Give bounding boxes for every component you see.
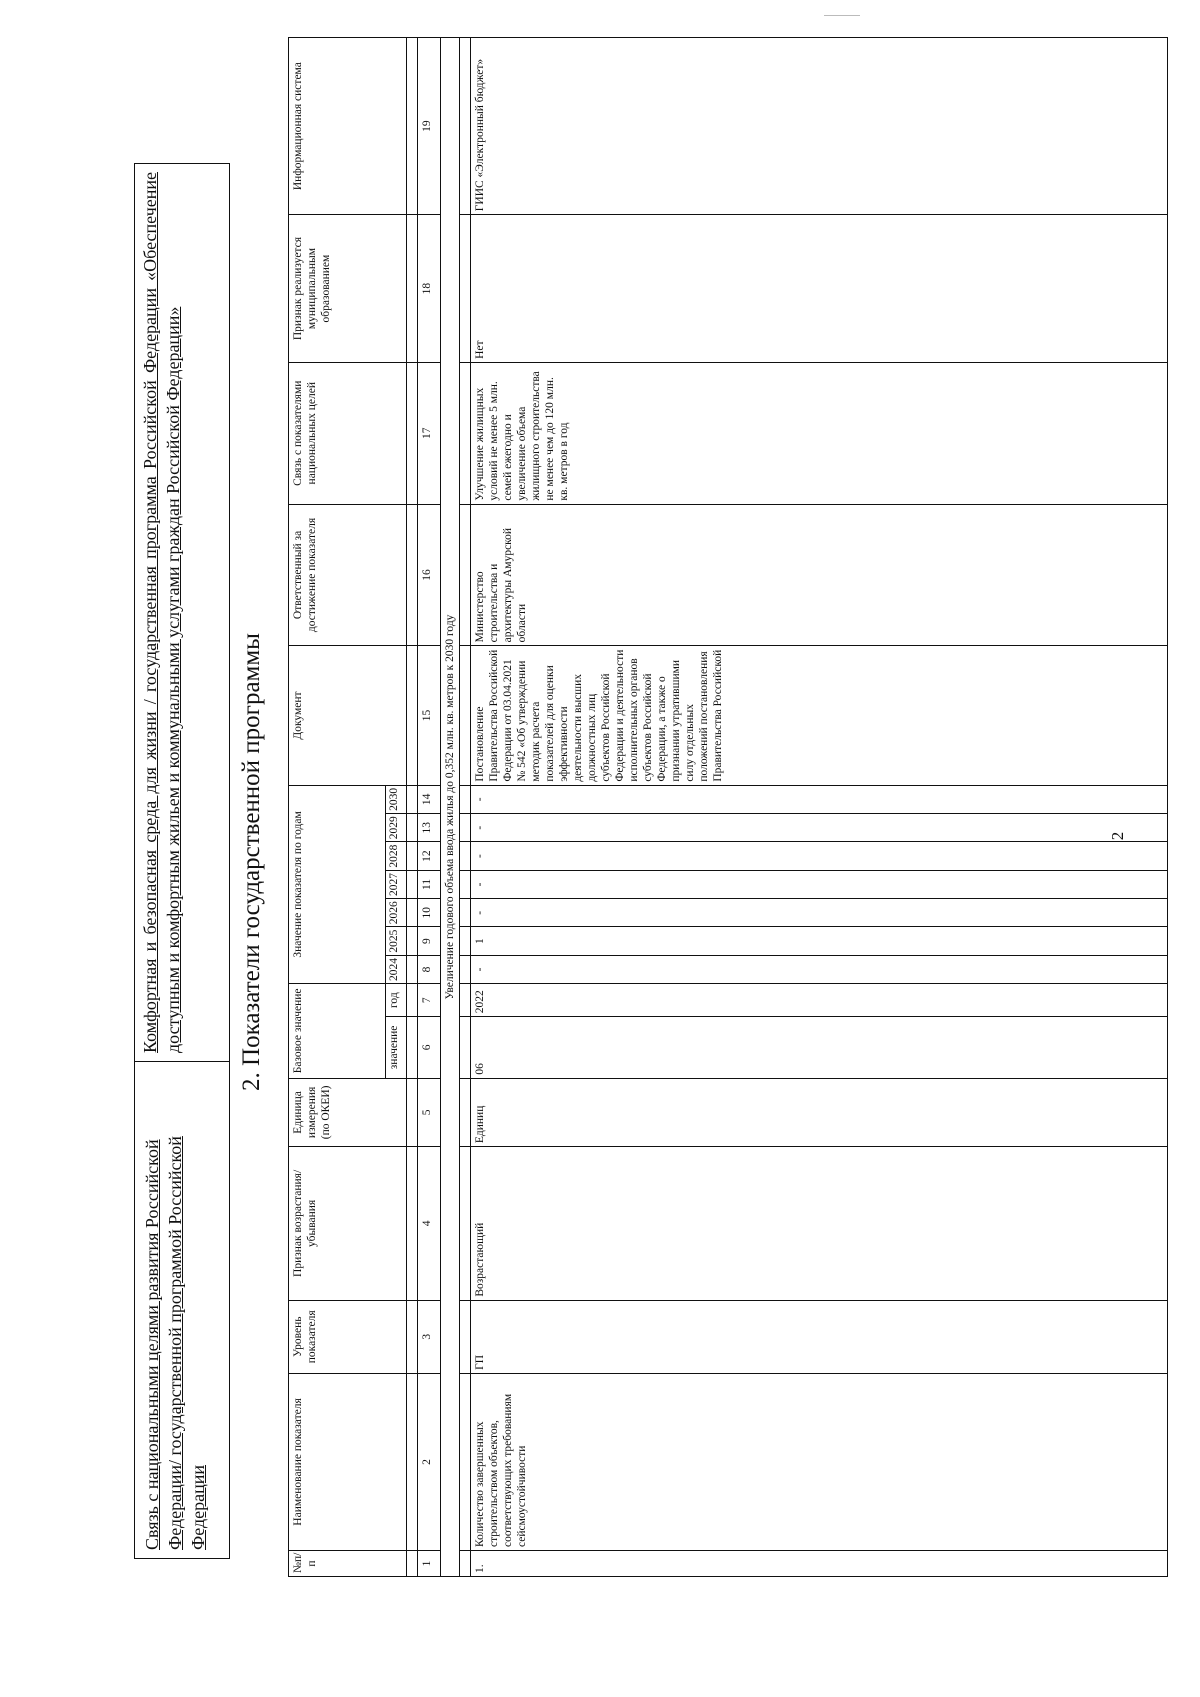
- col-number: 9: [418, 927, 441, 955]
- col-number: 2: [418, 1373, 441, 1550]
- scan-artifact: [824, 15, 860, 16]
- th-level: Уровень показателя: [289, 1300, 407, 1373]
- table-row: [471, 38, 1168, 1577]
- row-num: 1.: [471, 1551, 1168, 1577]
- row-value: -: [471, 870, 1168, 898]
- goal-text: Увеличение годового объема ввода жилья до 0,352 млн. кв. метров к 2030 году: [441, 38, 460, 1577]
- header-row-1: [289, 38, 386, 1577]
- row-unit: Единиц: [471, 1078, 1168, 1147]
- row-value: 1: [471, 927, 1168, 955]
- th-year: 2026: [386, 899, 407, 927]
- row-value: -: [471, 785, 1168, 813]
- col-number: 8: [418, 955, 441, 983]
- th-name: Наименование показателя: [289, 1373, 407, 1550]
- col-number: 3: [418, 1300, 441, 1373]
- col-number: 18: [418, 215, 441, 363]
- th-values: Значение показателя по годам: [289, 785, 386, 983]
- col-number: 4: [418, 1147, 441, 1301]
- th-municipal: Признак реализуется муниципальным образованием: [289, 215, 407, 363]
- header-box: [134, 163, 230, 1559]
- th-year: 2030: [386, 785, 407, 813]
- spacer-row: [407, 38, 418, 1577]
- th-year: 2025: [386, 927, 407, 955]
- row-sign: Возрастающий: [471, 1147, 1168, 1301]
- col-number: 11: [418, 870, 441, 898]
- row-document: Постановление Правительства Российской Федерации от 03.04.2021 № 542 «Об утверждении методик расчета показателей для оценки эффективности деятельности высших должностных лиц субъектов Российской Федерации и деятельности исполнительных органов субъектов Российской Федерации, а также о признании утратившими силу отдельных положений постановления Правительства Российской: [471, 646, 1168, 785]
- spacer-row: [460, 38, 471, 1577]
- col-number: 1: [418, 1551, 441, 1577]
- th-year: 2029: [386, 814, 407, 842]
- row-base-value: 06: [471, 1017, 1168, 1078]
- header-right-text: Комфортная и безопасная среда для жизни / государственная программа Российской Федерации «Обеспечение доступным и комфортным жильем и коммунальными услугами граждан Российской Федерации»: [140, 172, 183, 1053]
- th-sign: Признак возрастания/убывания: [289, 1147, 407, 1301]
- col-number: 17: [418, 362, 441, 504]
- header-left: [135, 1061, 229, 1558]
- th-year: 2027: [386, 870, 407, 898]
- th-year: 2024: [386, 955, 407, 983]
- row-value: -: [471, 955, 1168, 983]
- th-unit: Единица измерения (по ОКЕИ): [289, 1078, 407, 1147]
- col-number: 13: [418, 814, 441, 842]
- th-year: 2028: [386, 842, 407, 870]
- col-number: 14: [418, 785, 441, 813]
- col-number: 15: [418, 646, 441, 785]
- col-number: 10: [418, 899, 441, 927]
- th-num: №п/п: [289, 1551, 407, 1577]
- column-numbers-row: [418, 38, 441, 1577]
- th-document: Документ: [289, 646, 407, 785]
- row-infosystem: ГИИС «Электронный бюджет»: [471, 38, 1168, 215]
- th-base: Базовое значение: [289, 984, 386, 1078]
- indicators-table: [288, 37, 1168, 1577]
- col-number: 6: [418, 1017, 441, 1078]
- th-infosystem: Информационная система: [289, 38, 407, 215]
- th-link: Связь с показателями национальных целей: [289, 362, 407, 504]
- row-base-year: 2022: [471, 984, 1168, 1017]
- goal-row: [441, 38, 460, 1577]
- header-left-text: Связь с национальными целями развития Российской Федерации/ государственной программой Российской Федерации: [142, 1136, 208, 1550]
- col-number: 12: [418, 842, 441, 870]
- row-value: -: [471, 899, 1168, 927]
- row-level: ГП: [471, 1300, 1168, 1373]
- th-responsible: Ответственный за достижение показателя: [289, 504, 407, 646]
- col-number: 16: [418, 504, 441, 646]
- th-base-year: год: [386, 984, 407, 1017]
- header-right: [135, 164, 229, 1061]
- row-value: -: [471, 814, 1168, 842]
- row-responsible: Министерство строительства и архитектуры Амурской области: [471, 504, 1168, 646]
- th-base-value: значение: [386, 1017, 407, 1078]
- row-municipal: Нет: [471, 215, 1168, 363]
- col-number: 19: [418, 38, 441, 215]
- section-title: 2. Показатели государственной программы: [238, 633, 265, 1091]
- col-number: 7: [418, 984, 441, 1017]
- page-number: 2: [1108, 831, 1127, 841]
- row-name: Количество завершенных строительством объектов, соответствующих требованиям сейсмоустойчивости: [471, 1373, 1168, 1550]
- col-number: 5: [418, 1078, 441, 1147]
- row-value: -: [471, 842, 1168, 870]
- row-link: Улучшение жилищных условий не менее 5 млн. семей ежегодно и увеличение объема жилищного строительства не менее чем до 120 млн. кв. метров в год: [471, 362, 1168, 504]
